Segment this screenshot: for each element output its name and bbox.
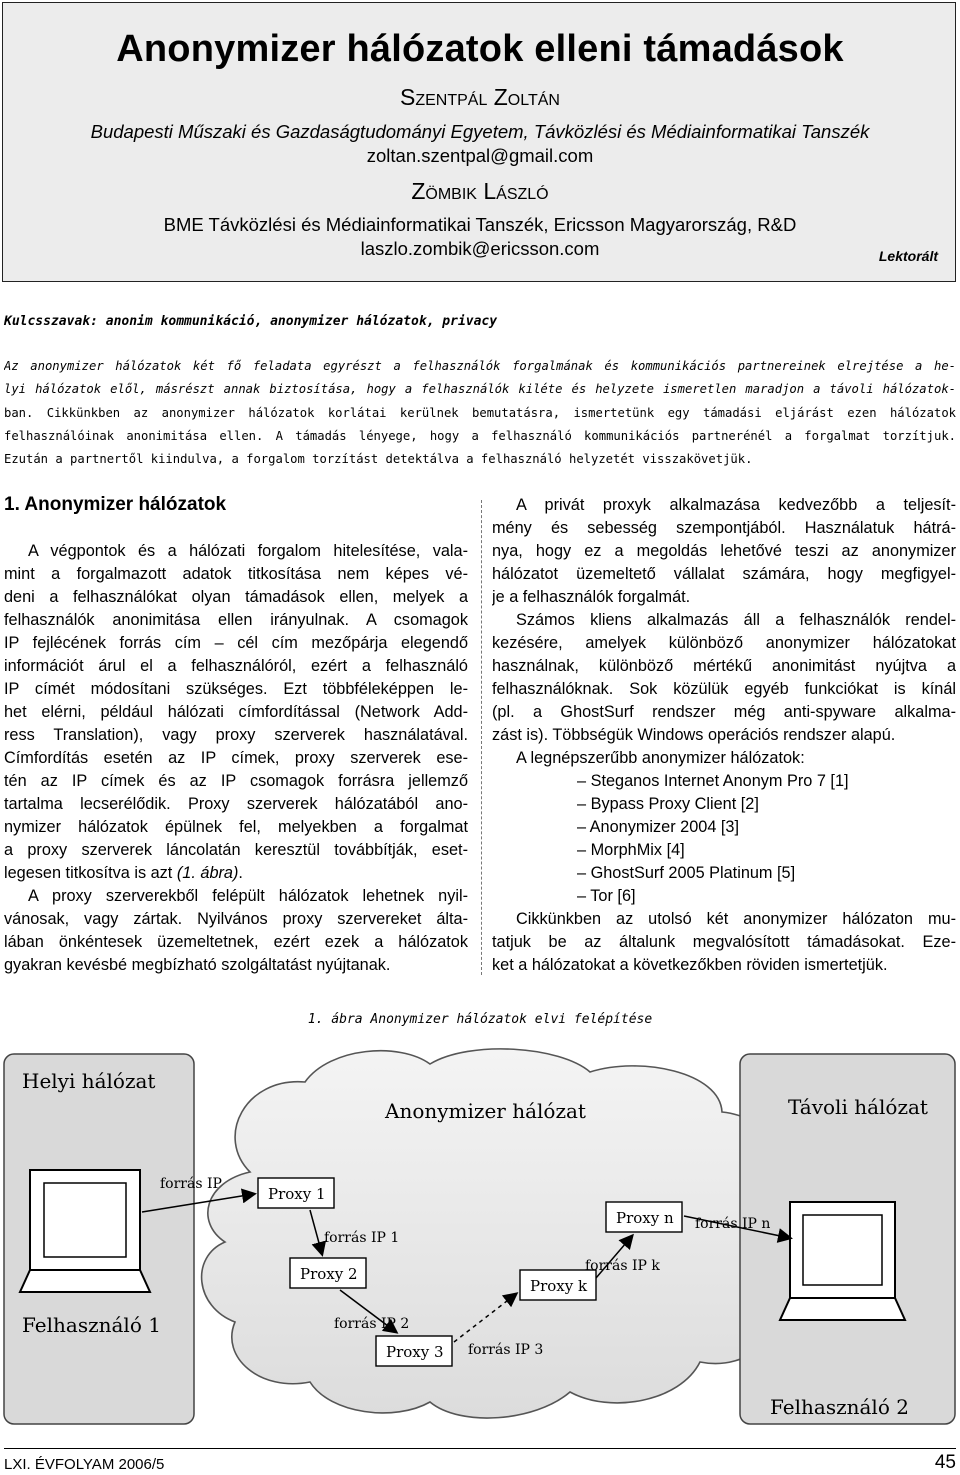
left-column — [4, 540, 468, 977]
user2-label: Felhasználó 2 — [770, 1395, 909, 1419]
figure-reference[interactable]: (1. ábra) — [176, 864, 239, 882]
proxy1-label: Proxy 1 — [268, 1185, 326, 1203]
text-line: a proxy szerverek láncolatán keresztül továbbítják, eset- — [4, 841, 468, 859]
src-ip1-label: forrás IP 1 — [324, 1230, 400, 1246]
text-line: tatjuk be az általunk megvalósított támadásokat. Eze- — [492, 933, 956, 951]
text-line-end: . — [238, 864, 243, 882]
footer-rule — [4, 1448, 956, 1450]
proxy2-label: Proxy 2 — [300, 1265, 358, 1283]
text-line: használnak, különböző mértékű anonimitást nyújtva a — [492, 657, 956, 675]
text-line — [4, 862, 468, 885]
proxyn-label: Proxy n — [616, 1209, 674, 1227]
src-ipk-label: forrás IP k — [585, 1258, 660, 1274]
proxy-2 — [290, 1258, 366, 1288]
text-line: deni a felhasználókat olyan támadások ellen, melyek a — [4, 588, 468, 606]
list-item: – Steganos Internet Anonym Pro 7 [1] — [577, 772, 849, 790]
src-ip2-label: forrás IP 2 — [334, 1316, 410, 1332]
text-line: kezésére, amelyek különböző anonymizer hálózatokat — [492, 634, 956, 652]
text-line: ket a hálózatokat a következőkben röviden ismertetjük. — [492, 956, 888, 974]
src-ip3-label: forrás IP 3 — [468, 1342, 544, 1358]
text-line: hálózatot üzemeltető vállalat számára, hogy megfigyel- — [492, 565, 956, 583]
text-line: felhasználóknak. Sok közülük egyéb funkciókat is kínál — [492, 680, 956, 698]
keywords-label: Kulcsszavak: — [4, 314, 98, 329]
abstract-line: felhasználóinak anonimitása ellen. A támadás lényege, hogy a felhasználó kommunikációs partnerénél a forgalmat torzítjuk. — [4, 428, 956, 443]
text-line: nya, hogy ez a megoldás lehetővé teszi az anonymizer — [492, 542, 956, 560]
abstract-line: Ezután a partnertől kiindulva, a forgalom torzítást detektálva a felhasználó helyzetét visszakövetjük. — [4, 452, 753, 467]
text-line: het elérni, például hálózati címfordítással (Network Add- — [4, 703, 468, 721]
abstract-line: ban. Cikkünkben az anonymizer hálózatok korlátai kerülnek bemutatásra, ismertetünk egy támadási eljárást ezen hálózatok — [4, 405, 956, 420]
text-line: gyakran kevésbé megbízható szolgáltatást nyújtanak. — [4, 956, 391, 974]
column-divider — [481, 500, 483, 975]
text-line: (pl. a GhostSurf rendszer még anti-spyware alkalma- — [492, 703, 956, 721]
text-line: A proxy szerverekből felépült hálózatok lehetnek nyil- — [28, 887, 468, 905]
paper-title: Anonymizer hálózatok elleni támadások — [116, 28, 844, 70]
local-network-label: Helyi hálózat — [22, 1069, 156, 1093]
text-line: Számos kliens alkalmazás áll a felhasználók rendel- — [516, 611, 956, 629]
author-2: Zömbik László — [411, 178, 549, 204]
text-line: információt árul el a felhasználóról, ezért a felhasználó — [4, 657, 468, 675]
proxy-n — [606, 1202, 682, 1232]
text-line: mint a forgalmazott adatok titkosítása nem képes vé- — [4, 565, 468, 583]
email-1[interactable]: zoltan.szentpal@gmail.com — [366, 145, 594, 166]
text-line: A privát proxyk alkalmazása kedvezőbb a teljesít- — [516, 496, 956, 514]
list-item: – Tor [6] — [577, 887, 636, 905]
email-2[interactable]: laszlo.zombik@ericsson.com — [360, 238, 600, 259]
text-line: lában önkéntesek üzemeltetnek, ezért ezek a hálózatok — [4, 933, 468, 951]
right-column — [492, 494, 956, 977]
text-line: felhasználók anonimitása ellen irányulnak. A csomagok — [4, 611, 468, 629]
list-item: – Bypass Proxy Client [2] — [577, 795, 759, 813]
author-1: Szentpál Zoltán — [400, 84, 560, 110]
proxy3-label: Proxy 3 — [386, 1343, 444, 1361]
proxyk-label: Proxy k — [530, 1277, 588, 1295]
reviewed-badge: Lektorált — [878, 248, 938, 264]
text-line: A legnépszerűbb anonymizer hálózatok: — [516, 749, 805, 767]
journal-issue: LXI. ÉVFOLYAM 2006/5 — [4, 1456, 165, 1473]
keywords-value: anonim kommunikáció, anonymizer hálózatok, privacy — [105, 314, 498, 329]
text-line: Cikkünkben az utolsó két anonymizer hálózaton mu- — [516, 910, 956, 928]
anonymizer-network-diagram — [0, 1042, 960, 1437]
user1-label: Felhasználó 1 — [22, 1313, 161, 1337]
proxy-1 — [258, 1178, 334, 1208]
text-line-part: legesen titkosítva is azt — [4, 864, 177, 882]
text-line: je a felhasználók forgalmát. — [492, 588, 691, 606]
list-item: – MorphMix [4] — [577, 841, 685, 859]
section-title: 1. Anonymizer hálózatok — [4, 494, 227, 515]
remote-network-label: Távoli hálózat — [788, 1095, 928, 1119]
anonymizer-network-label: Anonymizer hálózat — [385, 1099, 586, 1123]
page-number: 45 — [934, 1452, 956, 1473]
list-item: – Anonymizer 2004 [3] — [577, 818, 740, 836]
text-line: Címfordítás esetén az IP címek, proxy szerverek ese- — [4, 749, 468, 767]
affiliation-1: Budapesti Műszaki és Gazdaságtudományi Egyetem, Távközlési és Médiainformatikai Tanszék — [90, 121, 870, 142]
text-line: zást is). Többségük Windows operációs rendszer alapú. — [492, 726, 896, 744]
text-line: mény és sebesség szempontjából. Használatuk hátrá- — [492, 519, 956, 537]
text-line: tartalma lecserélődik. Proxy szerverek hálózatából ano- — [4, 795, 468, 813]
text-line: IP fejlécének forrás cím – cél cím mezőpárja elegendő — [4, 634, 468, 652]
figure-caption: 1. ábra Anonymizer hálózatok elvi felépítése — [307, 1012, 653, 1027]
affiliation-2: BME Távközlési és Médiainformatikai Tanszék, Ericsson Magyarország, R&D — [163, 214, 797, 235]
abstract — [4, 355, 956, 471]
abstract-line: Az anonymizer hálózatok két fő feladata egyrészt a felhasználók forgalmának és kommunikációs partnereinek elrejtése a he- — [4, 359, 956, 373]
text-line: ress Translation), vagy proxy szerverek használatával. — [4, 726, 468, 744]
text-line: IP címét módosítani szükséges. Ezt többféleképpen le- — [4, 680, 468, 698]
proxy-3 — [376, 1336, 452, 1366]
src-ipn-label: forrás IP n — [695, 1216, 771, 1232]
text-line: nymizer hálózatok épülnek fel, melyekben a forgalmat — [4, 818, 468, 836]
text-line: tén az IP címek és az IP csomagok forrásra jellemző — [4, 772, 468, 790]
keywords — [4, 314, 497, 329]
text-line: A végpontok és a hálózati forgalom hitelesítése, vala- — [28, 542, 468, 560]
text-line: vánosak, vagy zártak. Nyilvános proxy szervereket álta- — [4, 910, 468, 928]
list-item: – GhostSurf 2005 Platinum [5] — [577, 864, 796, 882]
proxy-k — [520, 1270, 596, 1300]
computer-icon — [780, 1202, 905, 1320]
computer-icon — [20, 1170, 150, 1292]
abstract-line: lyi hálózatok elől, másrészt annak biztosítása, hogy a felhasználók kiléte és helyzete ismeretlen maradjon a távoli hálózatok- — [4, 382, 956, 397]
src-ip-label: forrás IP — [160, 1176, 222, 1192]
